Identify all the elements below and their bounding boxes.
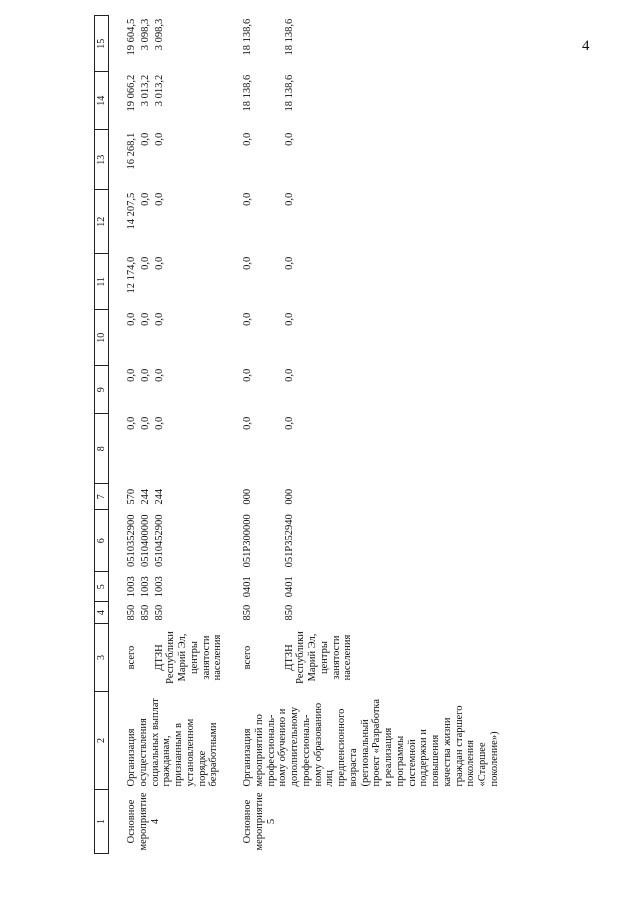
- csr-cell: 051P300000: [242, 514, 253, 568]
- col-header: 11: [95, 254, 109, 310]
- value-cell: 0,0: [126, 368, 137, 382]
- col-header: 14: [95, 72, 109, 130]
- value-cell: 0,0: [139, 192, 151, 206]
- source-cell: ДТЗН Республики Марий Эл, центры занятости населения: [153, 631, 224, 684]
- value-cell: 0,0: [153, 312, 165, 326]
- value-cell: 0,0: [283, 312, 295, 326]
- column-number-header-row: [95, 16, 109, 854]
- value-cell: 16 268,1: [126, 132, 137, 170]
- value-cell: 0,0: [242, 416, 253, 430]
- value-cell: 0,0: [242, 132, 253, 146]
- page-number: 4: [582, 38, 590, 54]
- vr-cell: 000: [242, 488, 253, 505]
- grbs-cell: 850: [283, 604, 295, 621]
- rzpr-cell: 1003: [153, 576, 165, 598]
- grbs-cell: 850: [139, 604, 151, 621]
- col-header: 13: [95, 130, 109, 190]
- col-header: 7: [95, 484, 109, 510]
- source-cell: [139, 624, 153, 692]
- value-cell: 18 138,6: [242, 74, 253, 112]
- csr-cell: 0510452900: [153, 514, 165, 568]
- vr-cell: 244: [139, 488, 151, 505]
- spacer-row: [109, 16, 126, 854]
- value-cell: 0,0: [283, 256, 295, 270]
- csr-cell: 0510352900: [126, 514, 137, 568]
- value-cell: 3 013,2: [139, 74, 151, 107]
- rzpr-cell: 1003: [139, 576, 151, 598]
- grbs-cell: 850: [153, 604, 165, 621]
- col-header: 9: [95, 366, 109, 414]
- csr-cell: 051P352940: [283, 514, 295, 568]
- budget-table: [94, 15, 502, 854]
- grbs-cell: 850: [126, 604, 137, 621]
- rzpr-cell: 0401: [283, 576, 295, 598]
- value-cell: 18 138,6: [283, 18, 295, 56]
- value-cell: 0,0: [153, 368, 165, 382]
- value-cell: 0,0: [242, 368, 253, 382]
- rzpr-cell: 1003: [126, 576, 137, 598]
- value-cell: 0,0: [139, 312, 151, 326]
- value-cell: 0,0: [242, 192, 253, 206]
- value-cell: 0,0: [242, 256, 253, 270]
- value-cell: 0,0: [283, 132, 295, 146]
- col-header: 6: [95, 510, 109, 572]
- value-cell: 19 604,5: [126, 18, 137, 56]
- value-cell: 0,0: [153, 192, 165, 206]
- vr-cell: 244: [153, 488, 165, 505]
- value-cell: 0,0: [139, 416, 151, 430]
- value-cell: 0,0: [283, 416, 295, 430]
- csr-cell: 0510400000: [139, 514, 151, 568]
- value-cell: 0,0: [139, 132, 151, 146]
- value-cell: 14 207,5: [126, 192, 137, 230]
- col-header: 1: [95, 790, 109, 854]
- value-cell: 0,0: [283, 192, 295, 206]
- event-name-cell: Организация мероприятий по профессиональ-ному обучению и дополнительному профессиональ-ному образованию лиц предпенсионного возраста (региональный проект «Разработка и реализация программы системной поддержки и повышения качества жизни граждан старшего поколения «Старшее поколение»): [242, 698, 500, 787]
- main-event-cell: Основное мероприятие 5: [242, 792, 277, 851]
- col-header: 15: [95, 16, 109, 72]
- source-cell: всего: [242, 645, 253, 670]
- col-header: 12: [95, 190, 109, 254]
- spacer-row: [225, 16, 241, 854]
- value-cell: 18 138,6: [283, 74, 295, 112]
- value-cell: 0,0: [153, 416, 165, 430]
- value-cell: 18 138,6: [242, 18, 253, 56]
- col-header: 2: [95, 692, 109, 790]
- col-header: 3: [95, 624, 109, 692]
- vr-cell: 570: [126, 488, 137, 505]
- value-cell: 0,0: [126, 312, 137, 326]
- value-cell: 0,0: [153, 256, 165, 270]
- value-cell: 0,0: [139, 256, 151, 270]
- table-row: [125, 16, 139, 854]
- main-event-cell: Основное мероприятие 4: [126, 792, 161, 851]
- table-row: [241, 16, 283, 854]
- vr-cell: 000: [283, 488, 295, 505]
- grbs-cell: 850: [242, 604, 253, 621]
- rzpr-cell: 0401: [242, 576, 253, 598]
- event-name-cell: Организация осуществления социальных выплат гражданам, признанным в установленном порядке безработными: [126, 698, 220, 787]
- col-header: 4: [95, 602, 109, 624]
- source-cell: ДТЗН Республики Марий Эл, центры занятости населения: [283, 631, 354, 684]
- value-cell: 0,0: [153, 132, 165, 146]
- value-cell: 0,0: [126, 416, 137, 430]
- value-cell: 0,0: [242, 312, 253, 326]
- value-cell: 3 013,2: [153, 74, 165, 107]
- col-header: 8: [95, 414, 109, 484]
- source-cell: всего: [126, 645, 137, 670]
- value-cell: 3 098,3: [153, 18, 165, 51]
- value-cell: 12 174,0: [126, 256, 137, 294]
- col-header: 5: [95, 572, 109, 602]
- value-cell: 19 066,2: [126, 74, 137, 112]
- value-cell: 3 098,3: [139, 18, 151, 51]
- value-cell: 0,0: [139, 368, 151, 382]
- col-header: 10: [95, 310, 109, 366]
- value-cell: 0,0: [283, 368, 295, 382]
